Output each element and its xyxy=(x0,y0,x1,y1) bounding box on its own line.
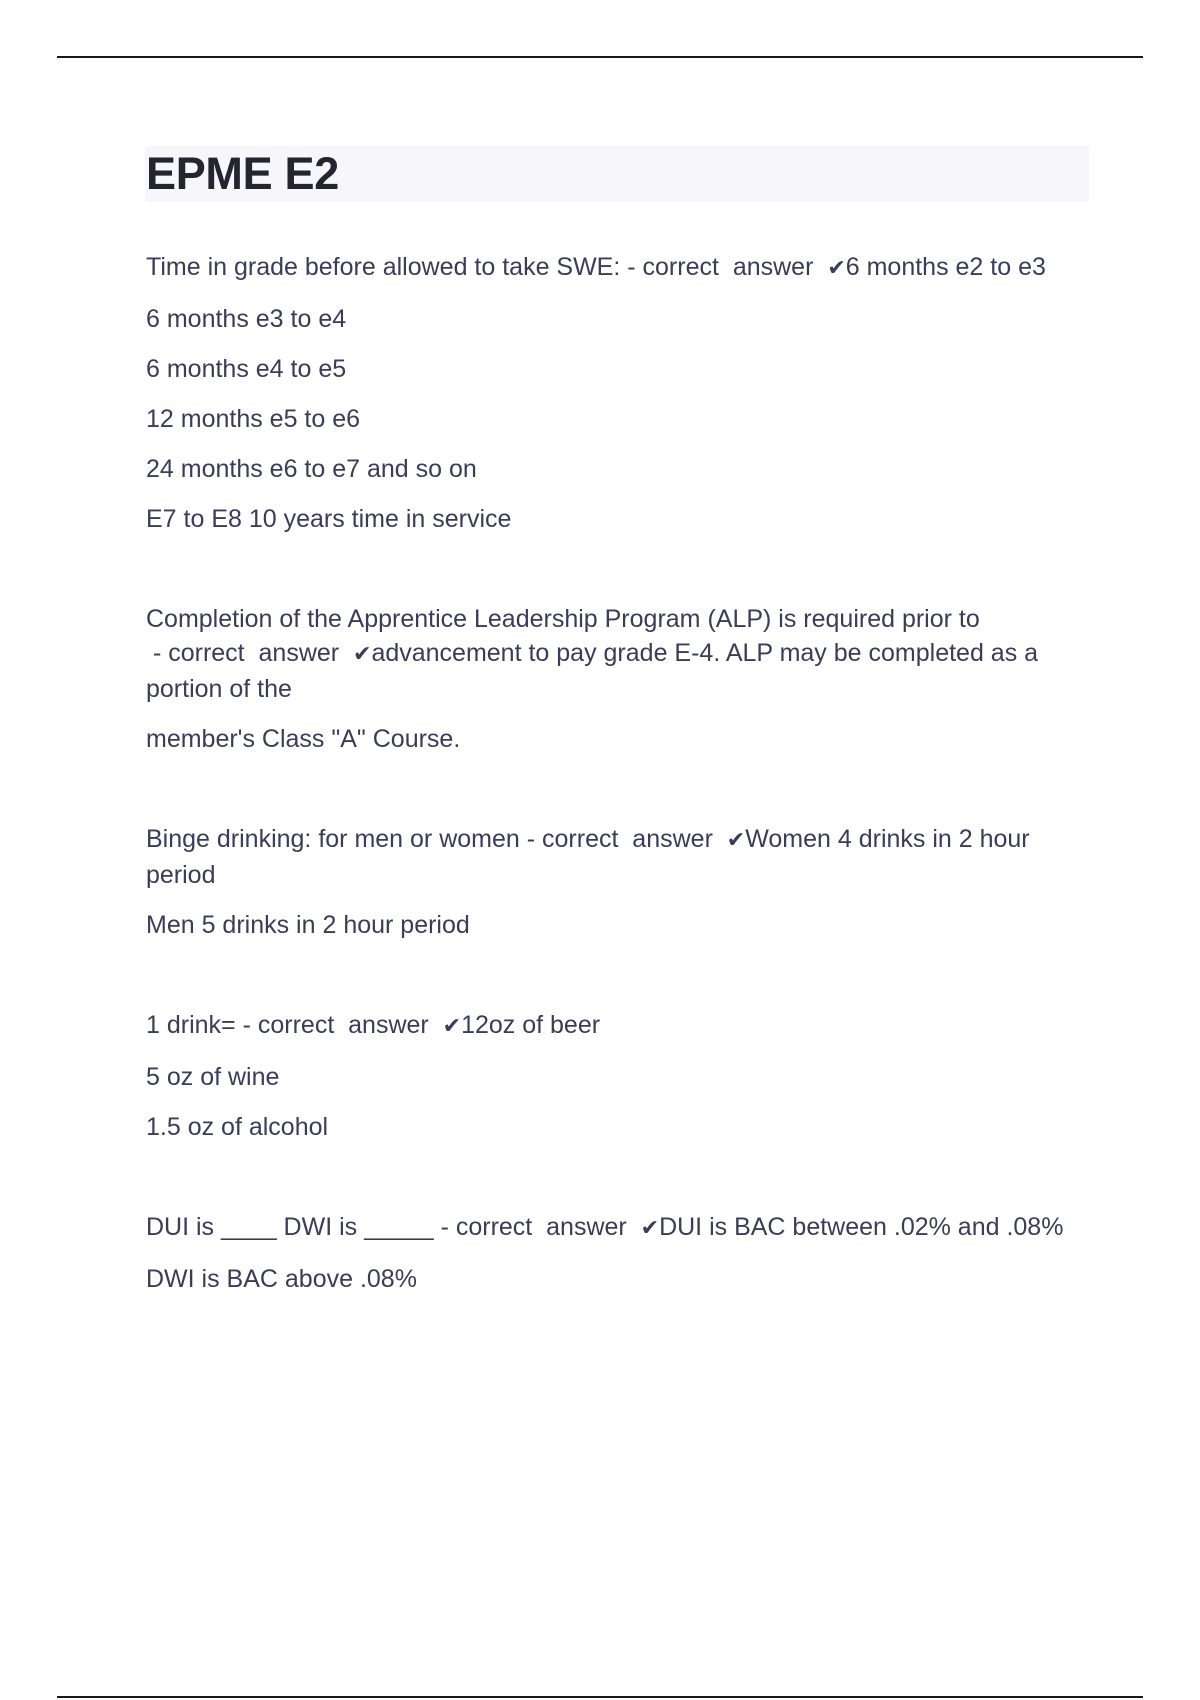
bottom-rule xyxy=(57,1696,1143,1698)
answer-line: member's Class "A" Course. xyxy=(146,725,461,753)
answer-text: 6 months e2 to e3 xyxy=(845,253,1046,281)
check-icon: ✔ xyxy=(827,256,846,281)
check-icon: ✔ xyxy=(442,1014,462,1039)
answer-line: 6 months e4 to e5 xyxy=(146,355,347,383)
answer-text: advancement to pay grade E-4. ALP may be completed as a portion of the xyxy=(146,639,1039,703)
answer-marker: - correct answer xyxy=(235,1011,443,1039)
question-text: Binge drinking: for men or women xyxy=(146,825,520,853)
answer-text: DUI is BAC between .02% and .08% xyxy=(659,1213,1064,1241)
answer-line: 24 months e6 to e7 and so on xyxy=(146,455,477,483)
answer-line: DWI is BAC above .08% xyxy=(146,1265,417,1293)
qa-block-binge-drinking xyxy=(146,822,1086,942)
answer-line: E7 to E8 10 years time in service xyxy=(146,505,512,533)
question-text: Time in grade before allowed to take SWE: xyxy=(146,253,621,281)
answer-line: 1.5 oz of alcohol xyxy=(146,1113,329,1141)
document-body xyxy=(146,250,1086,1362)
answer-marker: - correct answer xyxy=(146,639,353,667)
answer-text: Women 4 drinks in 2 hour period xyxy=(146,825,1030,889)
question-text: DUI is ____ DWI is _____ xyxy=(146,1213,434,1241)
answer-marker: - correct answer xyxy=(433,1213,641,1241)
answer-text: 12oz of beer xyxy=(461,1011,601,1039)
check-icon: ✔ xyxy=(353,642,372,667)
question-line xyxy=(146,1008,1086,1044)
answer-marker: - correct answer xyxy=(620,253,828,281)
question-line xyxy=(146,1210,1086,1246)
qa-block-one-drink xyxy=(146,1008,1086,1144)
answer-line: 5 oz of wine xyxy=(146,1063,280,1091)
answer-marker: - correct answer xyxy=(519,825,727,853)
top-rule xyxy=(57,56,1143,58)
question-line xyxy=(146,822,1086,892)
page-title: EPME E2 xyxy=(146,148,339,199)
question-text: 1 drink= xyxy=(146,1011,236,1039)
qa-block-dui-dwi xyxy=(146,1210,1086,1296)
check-icon: ✔ xyxy=(640,1216,660,1241)
qa-block-alp xyxy=(146,602,1086,756)
question-line xyxy=(146,602,1086,706)
answer-line: Men 5 drinks in 2 hour period xyxy=(146,911,470,939)
answer-line: 12 months e5 to e6 xyxy=(146,405,361,433)
question-line xyxy=(146,250,1086,286)
answer-line: 6 months e3 to e4 xyxy=(146,305,347,333)
check-icon: ✔ xyxy=(726,828,746,853)
question-text: Completion of the Apprentice Leadership Program (ALP) is required prior to xyxy=(146,605,980,633)
qa-block-swe-time-in-grade xyxy=(146,250,1086,536)
